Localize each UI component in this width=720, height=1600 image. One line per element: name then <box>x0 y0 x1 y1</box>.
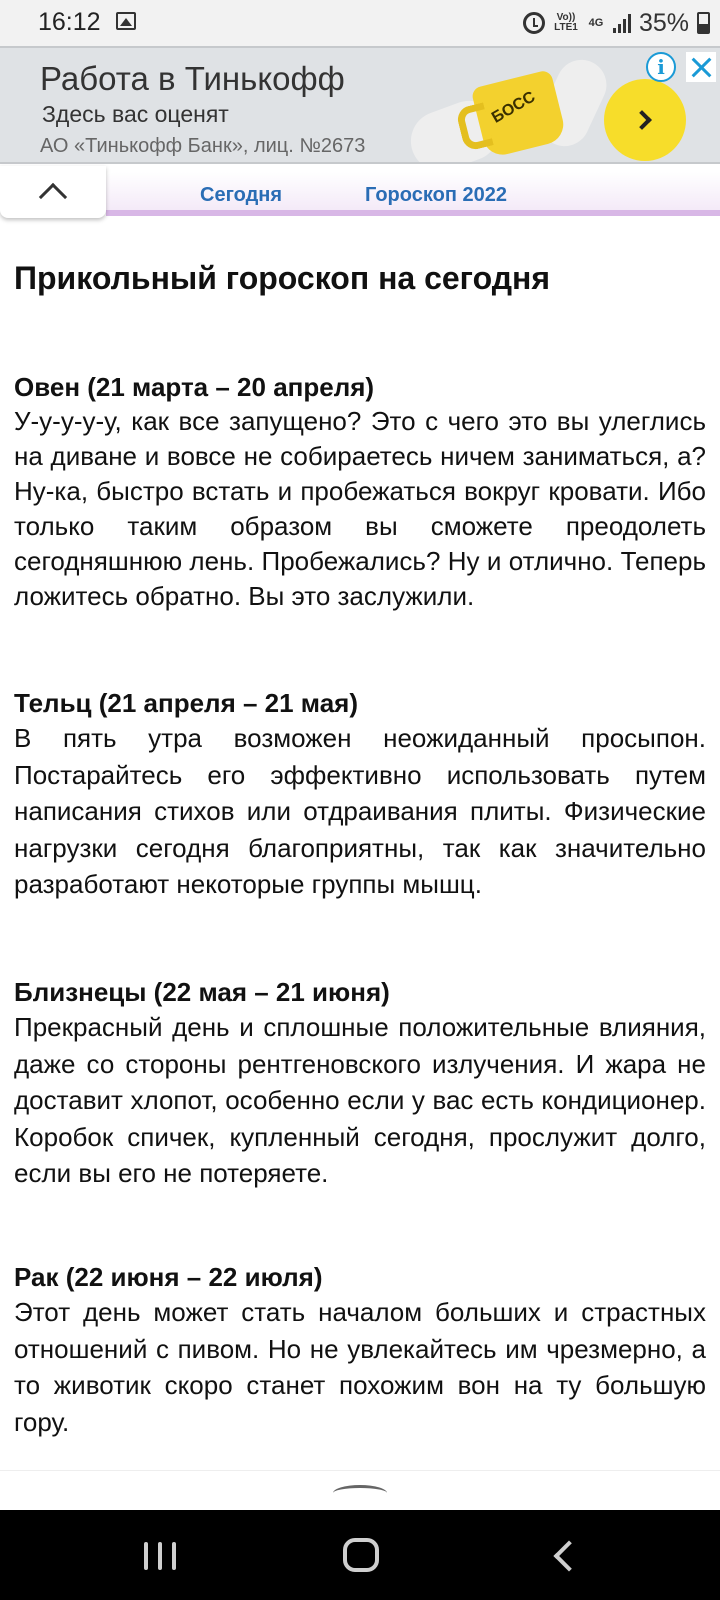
horoscope-entry <box>14 975 706 1192</box>
horoscope-entry <box>14 370 706 614</box>
ad-legal-text: АО «Тинькофф Банк», лиц. №2673 <box>40 135 366 157</box>
home-icon[interactable] <box>343 1538 379 1572</box>
chevron-up-icon <box>333 1485 387 1501</box>
volte-icon: Vo)) LTE1 <box>554 12 578 33</box>
ad-title: Работа в Тинькофф <box>40 60 345 97</box>
sign-text: В пять утра возможен неожиданный просыпон. Постарайтесь его эффективно использовать путем написания стихов или отдраивания плиты. Физические нагрузки сегодня благоприятны, так как значительно разработают некоторые группы мышц. <box>14 723 706 899</box>
sign-heading: Близнецы (22 мая – 21 июня) <box>14 977 390 1007</box>
ad-mug-image <box>471 69 568 159</box>
horoscope-entry <box>14 686 706 903</box>
nav-link-today[interactable]: Сегодня <box>200 184 283 206</box>
recent-apps-icon[interactable] <box>144 1542 176 1570</box>
alarm-icon <box>523 12 545 34</box>
status-indicators <box>523 7 710 39</box>
sign-text: Этот день может стать началом больших и страстных отношений с пивом. Но не увлекайтесь им чрезмерно, а то животик скоро станет похожим вон на ту большую гору. <box>14 1297 706 1437</box>
system-navigation-bar <box>0 1510 720 1600</box>
scroll-up-handle[interactable] <box>0 1470 720 1510</box>
sign-text: У-у-у-у-у, как все запущено? Это с чего это вы улеглись на диване и вовсе не собираетесь ничем заниматься, а? Ну-ка, быстро встать и пробежаться вокруг кровати. Ибо только таким образом вы сможете преодолеть сегодняшнюю лень. Пробежались? Ну и отлично. Теперь ложитесь обратно. Вы это заслужили. <box>14 406 706 611</box>
ad-close-icon[interactable] <box>686 52 716 82</box>
sign-heading: Рак (22 июня – 22 июля) <box>14 1262 323 1292</box>
sign-text: Прекрасный день и сплошные положительные влияния, даже со стороны рентгеновского излучения. И жара не доставит хлопот, особенно если у вас есть кондиционер. Коробок спичек, купленный сегодня, прослужит долго, если вы его не потеряете. <box>14 1012 706 1188</box>
status-bar <box>0 0 720 46</box>
sign-heading: Тельц (21 апреля – 21 мая) <box>14 688 358 718</box>
network-4g-icon: 4G <box>588 16 604 29</box>
collapse-menu-button[interactable] <box>0 166 106 218</box>
page-title: Прикольный гороскоп на сегодня <box>14 260 551 296</box>
site-nav <box>0 166 720 220</box>
horoscope-entry <box>14 1260 706 1440</box>
ad-info-icon[interactable]: i <box>646 52 676 82</box>
battery-level: 35% <box>638 8 689 37</box>
chevron-up-icon <box>39 183 67 211</box>
status-time: 16:12 <box>38 8 101 36</box>
image-notification-icon <box>116 12 136 30</box>
sign-heading: Овен (21 марта – 20 апреля) <box>14 372 375 402</box>
back-icon[interactable] <box>553 1540 584 1571</box>
nav-link-horoscope-2022[interactable]: Гороскоп 2022 <box>365 184 507 206</box>
signal-icon <box>613 13 631 33</box>
chevron-right-icon <box>632 110 652 130</box>
ad-mug-text: БОСС <box>489 88 539 127</box>
battery-icon <box>697 12 710 34</box>
ad-banner[interactable] <box>0 46 720 164</box>
ad-subtitle: Здесь вас оценят <box>42 101 229 127</box>
ad-cta-button[interactable] <box>604 79 686 161</box>
